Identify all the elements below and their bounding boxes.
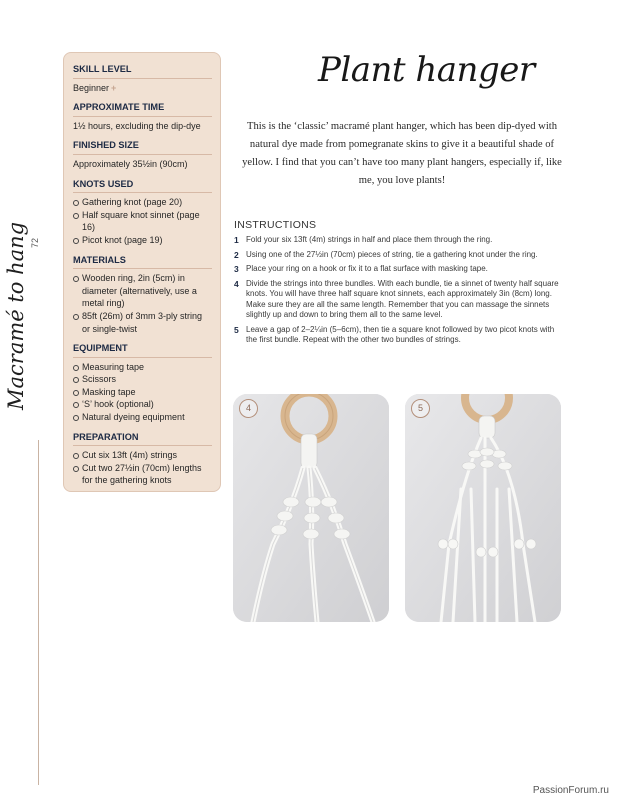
step-number: 2 [234, 249, 239, 260]
list-item: Measuring tape [73, 361, 212, 374]
materials-list [73, 272, 212, 335]
size-heading: FINISHED SIZE [73, 139, 212, 155]
list-item: Gathering knot (page 20) [73, 196, 212, 209]
skill-level-value: Beginner + [73, 82, 117, 93]
time-value: 1½ hours, excluding the dip-dye [73, 120, 201, 131]
list-item: Wooden ring, 2in (5cm) in diameter (alternatively, use a metal ring) [73, 272, 212, 310]
instruction-step [234, 235, 564, 246]
list-item: Picot knot (page 19) [73, 234, 212, 247]
time-heading: APPROXIMATE TIME [73, 101, 212, 117]
list-item: Cut two 27½in (70cm) lengths for the gathering knots [73, 462, 212, 487]
step-number: 1 [234, 235, 239, 245]
instruction-step [234, 325, 564, 346]
list-item: Natural dyeing equipment [73, 411, 212, 424]
instructions-heading: INSTRUCTIONS [234, 219, 317, 231]
page-title: Plant hanger [318, 50, 535, 90]
intro-paragraph: This is the ‘classic’ macramé plant hanger, which has been dip-dyed with natural dye made from pomegranate skins to give it a beautiful shade of yellow. I find that you can’t have too many plant hangers, especially if, like me, you love plants! [242, 121, 562, 186]
chapter-title: Macramé to hang [4, 221, 28, 410]
knots-heading: KNOTS USED [73, 178, 212, 194]
equipment-heading: EQUIPMENT [73, 342, 212, 358]
page-number: 72 [30, 237, 41, 249]
materials-heading: MATERIALS [73, 254, 212, 270]
list-item: Cut six 13ft (4m) strings [73, 449, 212, 462]
preparation-heading: PREPARATION [73, 431, 212, 447]
step-5-photo [405, 394, 561, 622]
instructions-list [234, 235, 564, 350]
step-badge: 4 [239, 399, 258, 418]
step-text: Leave a gap of 2–2¼in (5–6cm), then tie a square knot followed by two picot knots with the first bundle. Repeat with the other two bundles of strings. [246, 324, 555, 344]
instruction-step [234, 264, 564, 275]
step-text: Place your ring on a hook or fix it to a flat surface with masking tape. [246, 264, 488, 273]
step-number: 3 [234, 264, 239, 274]
list-item: 85ft (26m) of 3mm 3-ply string or single-twist [73, 310, 212, 335]
macrame-sinnets-image [233, 394, 389, 622]
list-item: Scissors [73, 373, 212, 386]
list-item: Half square knot sinnet (page 16) [73, 209, 212, 234]
step-4-photo [233, 394, 389, 622]
skill-level-heading: SKILL LEVEL [73, 63, 212, 79]
step-text: Using one of the 27½in (70cm) pieces of string, tie a gathering knot under the ring. [246, 249, 538, 259]
macrame-picot-image [405, 394, 561, 622]
instruction-step [234, 279, 564, 321]
plus-icon: + [111, 82, 117, 93]
step-number: 5 [234, 324, 239, 335]
side-divider [38, 440, 39, 785]
equipment-list [73, 361, 212, 424]
step-text: Fold your six 13ft (4m) strings in half and place them through the ring. [246, 235, 493, 244]
size-value: Approximately 35½in (90cm) [73, 158, 188, 169]
watermark: PassionForum.ru [532, 785, 609, 796]
preparation-list [73, 449, 212, 487]
instruction-step [234, 250, 564, 261]
list-item: Masking tape [73, 386, 212, 399]
step-number: 4 [234, 278, 239, 289]
step-badge: 5 [411, 399, 430, 418]
project-info-box [63, 52, 221, 492]
step-text: Divide the strings into three bundles. With each bundle, tie a sinnet of twenty half square knots. You will have three half square knot sinnets, each approximately 3in (8cm) long. Make sure they are all the same length. Remember that you can massage the sinnets slightly up and down to bring them all to the same level. [246, 278, 559, 319]
list-item: ‘S’ hook (optional) [73, 398, 212, 411]
knots-list [73, 196, 212, 246]
